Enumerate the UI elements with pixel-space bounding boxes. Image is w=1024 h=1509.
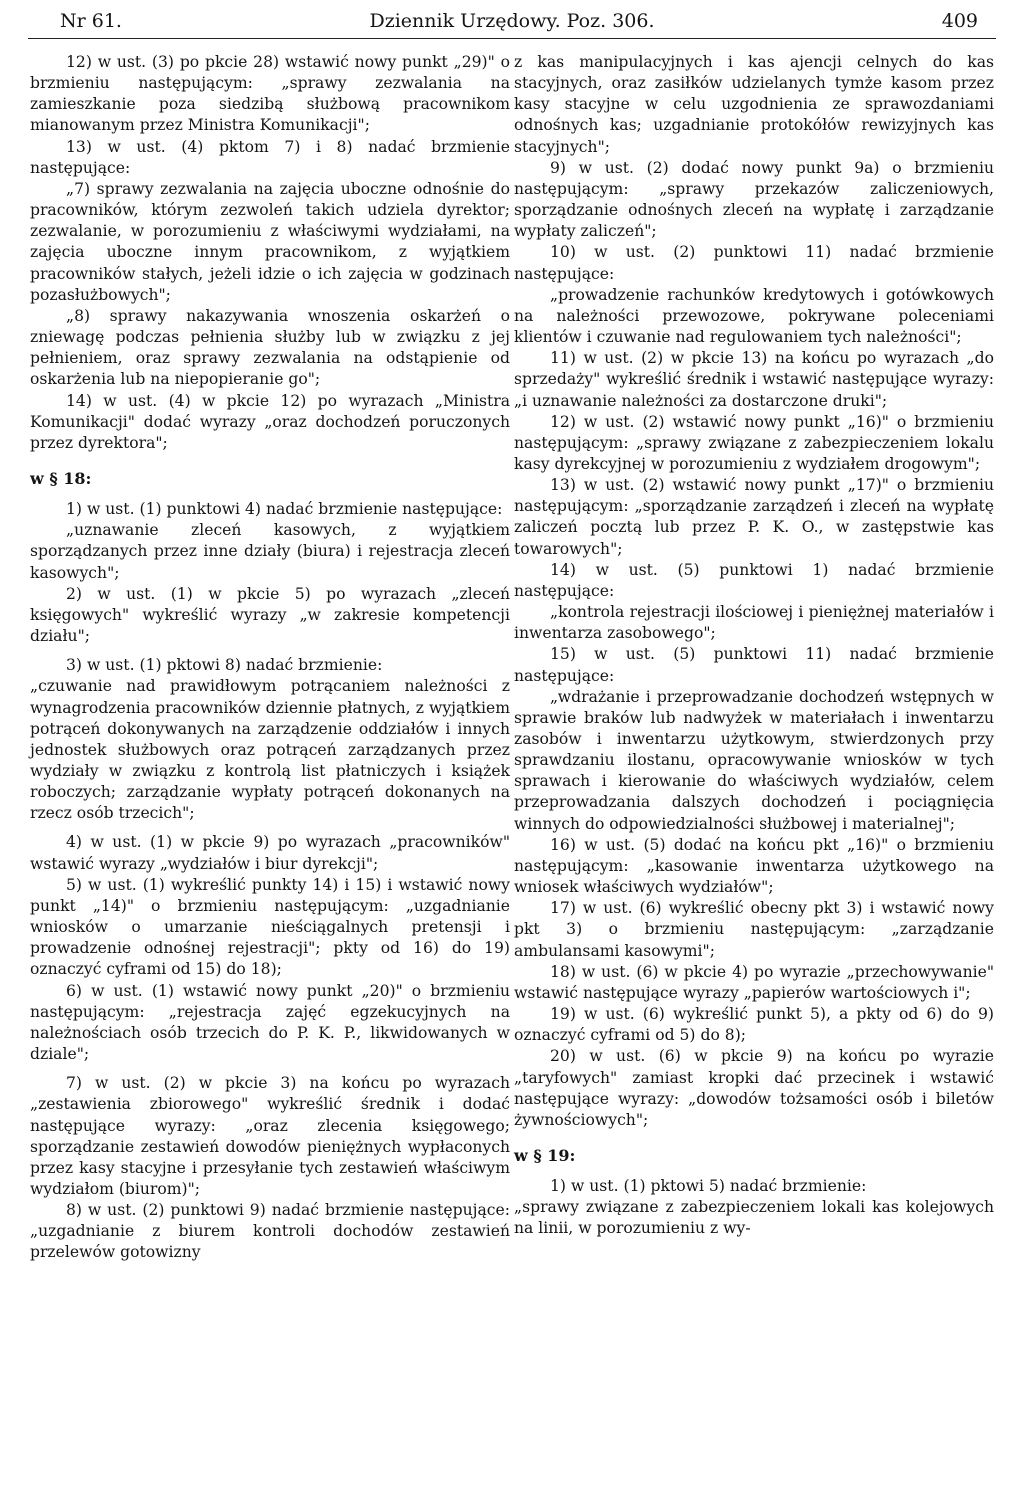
- paragraph: 19) w ust. (6) wykreślić punkt 5), a pkty od 6) do 9) oznaczyć cyframi od 5) do 8);: [514, 1005, 994, 1045]
- journal-title: Dziennik Urzędowy. Poz. 306.: [369, 10, 655, 32]
- paragraph: „8) sprawy nakazywania wnoszenia oskarżeń o zniewagę podczas pełnienia służby lub w związku z jej pełnieniem, oraz sprawy zezwalania na odstąpienie od oskarżenia lub na niepopieranie go";: [30, 306, 510, 389]
- paragraph: 15) w ust. (5) punktowi 11) nadać brzmienie następujące:: [514, 645, 994, 685]
- paragraph: 5) w ust. (1) wykreślić punkty 14) i 15) i wstawić nowy punkt „14)" o brzmieniu następującym: „uzgadnianie wniosków o umarzanie nieściągalnych pretensji i prowadzenie odnośnej rejestracji"; pkty od 16) do 19) oznaczyć cyframi od 15) do 18);: [30, 875, 510, 979]
- paragraph: 9) w ust. (2) dodać nowy punkt 9a) o brzmieniu następującym: „sprawy przekazów zaliczeniowych, sporządzanie odnośnych zleceń na wypłatę i zarządzanie wypłaty zaliczeń";: [514, 158, 994, 241]
- paragraph: 17) w ust. (6) wykreślić obecny pkt 3) i wstawić nowy pkt 3) o brzmieniu następującym: „zarządzanie ambulansami kasowymi";: [514, 899, 994, 960]
- issue-number: Nr 61.: [60, 10, 122, 32]
- paragraph: 4) w ust. (1) w pkcie 9) po wyrazach „pracowników" wstawić wyrazy „wydziałów i biur dyrekcji";: [30, 833, 510, 873]
- paragraph: 2) w ust. (1) w pkcie 5) po wyrazach „zleceń księgowych" wykreślić wyrazy „w zakresie kompetencji działu";: [30, 584, 510, 646]
- paragraph: „wdrażanie i przeprowadzanie dochodzeń wstępnych w sprawie braków lub nadwyżek w materiałach i inwentarzu zasobów i inwentarzu użytkowym, stwierdzonych przy sprawdzaniu ilostanu, opracowywanie wniosków w tych sprawach i kierowanie do właściwych wydziałów, celem przeprowadzania dalszych dochodzeń i pociągnięcia winnych do odpowiedzialności służbowej i materialnej";: [514, 687, 994, 833]
- right-column: [514, 52, 994, 1509]
- page-header: [28, 6, 996, 36]
- paragraph: 13) w ust. (2) wstawić nowy punkt „17)" o brzmieniu następującym: „sporządzanie zarządzeń i zleceń na wypłatę zaliczeń pocztą lub przez P. K. O., w zastępstwie kas towarowych";: [514, 476, 994, 558]
- paragraph: „uznawanie zleceń kasowych, z wyjątkiem sporządzanych przez inne działy (biura) i rejestracja zleceń kasowych";: [30, 521, 510, 582]
- paragraph: 1) w ust. (1) punktowi 4) nadać brzmienie następujące:: [66, 500, 503, 519]
- paragraph: 10) w ust. (2) punktowi 11) nadać brzmienie następujące:: [514, 243, 994, 283]
- paragraph: „prowadzenie rachunków kredytowych i gotówkowych na należności przewozowe, pokrywane poleceniami klientów i czuwanie nad regulowaniem tych należności";: [514, 285, 994, 347]
- left-column: [30, 52, 510, 1509]
- paragraph: 20) w ust. (6) w pkcie 9) na końcu po wyrazie „taryfowych" zamiast kropki dać przecinek i wstawić następujące wyrazy: „dowodów tożsamości osób i biletów żywnościowych";: [514, 1047, 994, 1129]
- page-number: 409: [941, 10, 978, 32]
- paragraph: 12) w ust. (2) wstawić nowy punkt „16)" o brzmieniu następującym: „sprawy związane z zabezpieczeniem lokalu kasy dyrekcyjnej w porozumieniu z wydziałem drogowym";: [514, 412, 994, 473]
- paragraph: 14) w ust. (4) w pkcie 12) po wyrazach „Ministra Komunikacji" dodać wyrazy „oraz dochodzeń poruczonych przez dyrektora";: [30, 391, 510, 452]
- paragraph: „7) sprawy zezwalania na zajęcia uboczne odnośnie do pracowników, którym zezwoleń takich udziela dyrektor; zezwalanie, w porozumieniu z właściwymi wydziałami, na zajęcia uboczne innym pracownikom, z wyjątkiem pracowników stałych, jeżeli idzie o ich zajęcia w godzinach pozasłużbowych";: [30, 179, 510, 304]
- paragraph: 6) w ust. (1) wstawić nowy punkt „20)" o brzmieniu następującym: „rejestracja zajęć egzekucyjnych na należnościach osób trzecich do P. K. P., likwidowanych w dziale";: [30, 981, 510, 1064]
- paragraph: 12) w ust. (3) po pkcie 28) wstawić nowy punkt „29)" o brzmieniu następującym: „sprawy zezwalania na zamieszkanie poza siedzibą służbową pracownikom mianowanym przez Ministra Komunikacji";: [30, 53, 510, 135]
- paragraph: 16) w ust. (5) dodać na końcu pkt „16)" o brzmieniu następującym: „kasowanie inwentarza użytkowego na wniosek właściwych wydziałów";: [514, 835, 994, 897]
- paragraph: 7) w ust. (2) w pkcie 3) na końcu po wyrazach „zestawienia zbiorowego" wykreślić średnik i dodać następujące wyrazy: „oraz zlecenia księgowego; sporządzanie zestawień dowodów pieniężnych wypłaconych przez kasy stacyjne i przesyłanie tych zestawień właściwym wydziałom (biurom)";: [30, 1074, 510, 1198]
- paragraph: 1) w ust. (1) pktowi 5) nadać brzmienie:: [550, 1177, 867, 1196]
- paragraph: „sprawy związane z zabezpieczeniem lokali kas kolejowych na linii, w porozumieniu z wy-: [514, 1198, 994, 1238]
- paragraph: 3) w ust. (1) pktowi 8) nadać brzmienie:: [66, 656, 383, 675]
- paragraph: z kas manipulacyjnych i kas ajencji celnych do kas stacyjnych, oraz zasiłków udzielanych tymże kasom przez kasy stacyjne w celu uzgodnienia ze sprawozdaniami odnośnych kas; uzgadnianie protokółów rewizyjnych kas stacyjnych";: [514, 53, 994, 156]
- paragraph: 14) w ust. (5) punktowi 1) nadać brzmienie następujące:: [514, 560, 994, 600]
- paragraph: „czuwanie nad prawidłowym potrącaniem należności z wynagrodzenia pracowników dziennie płatnych, z wyjątkiem potrąceń dokonywanych na zarządzenie oddziałów i innych jednostek służbowych oraz potrąceń zarządzanych przez wydziały w związku z kontrolą list płatniczych i książek roboczych; zarządzanie wypłaty potrąceń dokonanych na rzecz osób trzecich";: [30, 677, 510, 823]
- paragraph: 8) w ust. (2) punktowi 9) nadać brzmienie następujące: „uzgadnianie z biurem kontroli dochodów zestawień przelewów gotowizny: [30, 1201, 510, 1262]
- paragraph: „kontrola rejestracji ilościowej i pieniężnej materiałów i inwentarza zasobowego";: [514, 603, 994, 643]
- header-rule: [28, 38, 996, 39]
- section-heading: w § 19:: [514, 1145, 576, 1165]
- paragraph: 13) w ust. (4) pktom 7) i 8) nadać brzmienie następujące:: [30, 137, 510, 177]
- paragraph: 11) w ust. (2) w pkcie 13) na końcu po wyrazach „do sprzedaży" wykreślić średnik i wstawić następujące wyrazy: „i uznawanie należności za dostarczone druki";: [514, 349, 994, 410]
- paragraph: 18) w ust. (6) w pkcie 4) po wyrazie „przechowywanie" wstawić następujące wyrazy „papierów wartościowych i";: [514, 962, 994, 1002]
- section-heading: w § 18:: [30, 468, 92, 488]
